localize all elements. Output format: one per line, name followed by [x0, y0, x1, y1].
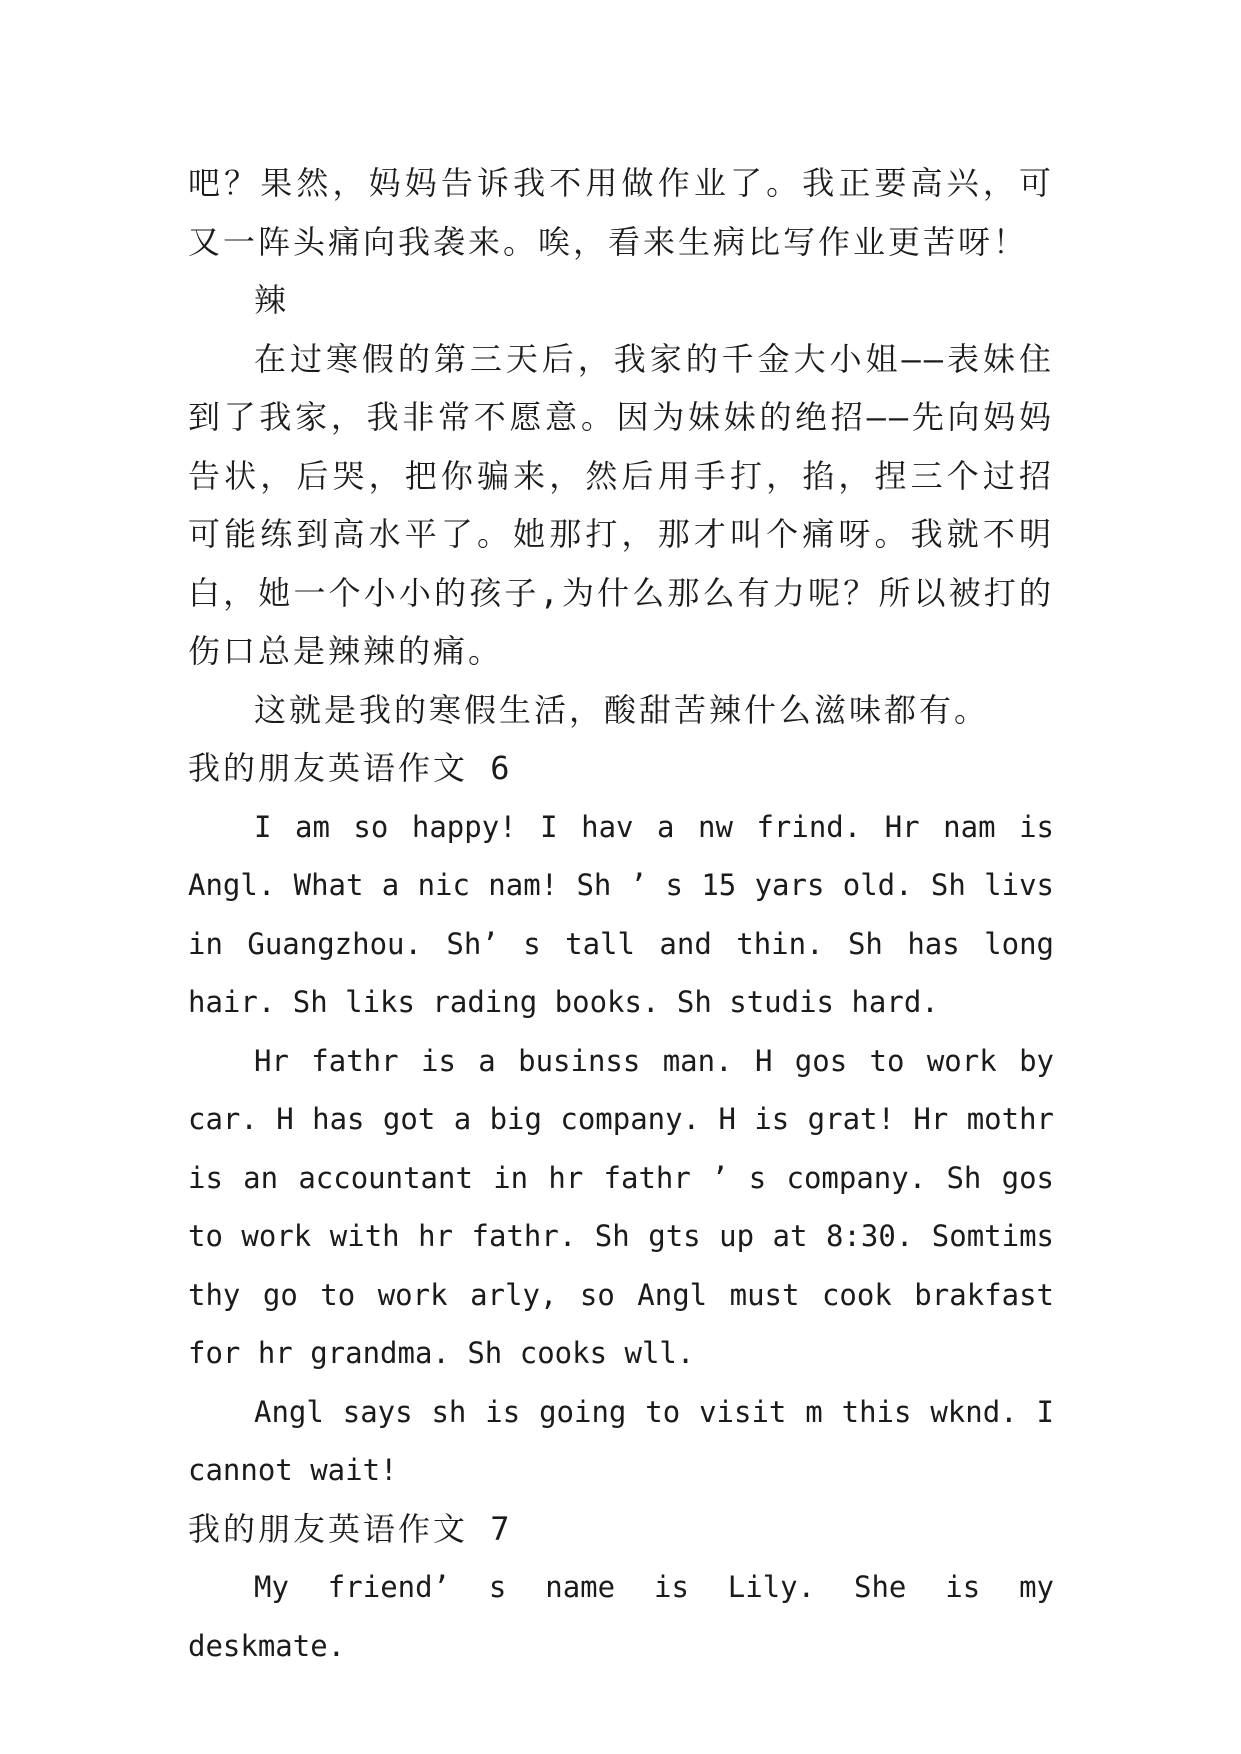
essay6-paragraph-1: I am so happy! I hav a nw frind. Hr nam is Angl. What a nic nam! Sh ’ s 15 yars old. Sh livs in Guangzhou. Sh’ s tall and thin. Sh has long hair. Sh liks rading books. Sh studis hard.: [188, 809, 1054, 1019]
paragraph-continued-sick-story: 吧？果然，妈妈告诉我不用做作业了。我正要高兴，可又一阵头痛向我袭来。唉，看来生病比写作业更苦呀！: [188, 164, 1054, 261]
section-heading-spicy: 辣: [254, 281, 290, 319]
document-body: [188, 154, 1054, 1675]
essay-title-6: 我的朋友英语作文 6: [188, 749, 513, 787]
essay-title-7: 我的朋友英语作文 7: [188, 1509, 513, 1548]
essay6-paragraph-3: Angl says sh is going to visit m this wknd. I cannot wait!: [188, 1394, 1054, 1487]
essay6-paragraph-2: Hr fathr is a businss man. H gos to work by car. H has got a big company. H is grat! Hr mothr is an accountant in hr fathr ’ s company. Sh gos to work with hr fathr. Sh gts up at 8:30. Somtims thy go to work arly, so Angl must cook brakfast for hr grandma. Sh cooks wll.: [188, 1043, 1054, 1370]
paragraph-winter-vacation-summary: 这就是我的寒假生活，酸甜苦辣什么滋味都有。: [254, 690, 990, 729]
essay7-paragraph-1: My friend’ s name is Lily. She is my deskmate.: [188, 1570, 1054, 1663]
paragraph-cousin-story: 在过寒假的第三天后，我家的千金大小姐——表妹住到了我家，我非常不愿意。因为妹妹的绝招——先向妈妈告状，后哭，把你骗来，然后用手打，掐，捏三个过招可能练到高水平了。她那打，那才叫个痛呀。我就不明白，她一个小小的孩子,为什么那么有力呢？所以被打的伤口总是辣辣的痛。: [188, 339, 1054, 670]
